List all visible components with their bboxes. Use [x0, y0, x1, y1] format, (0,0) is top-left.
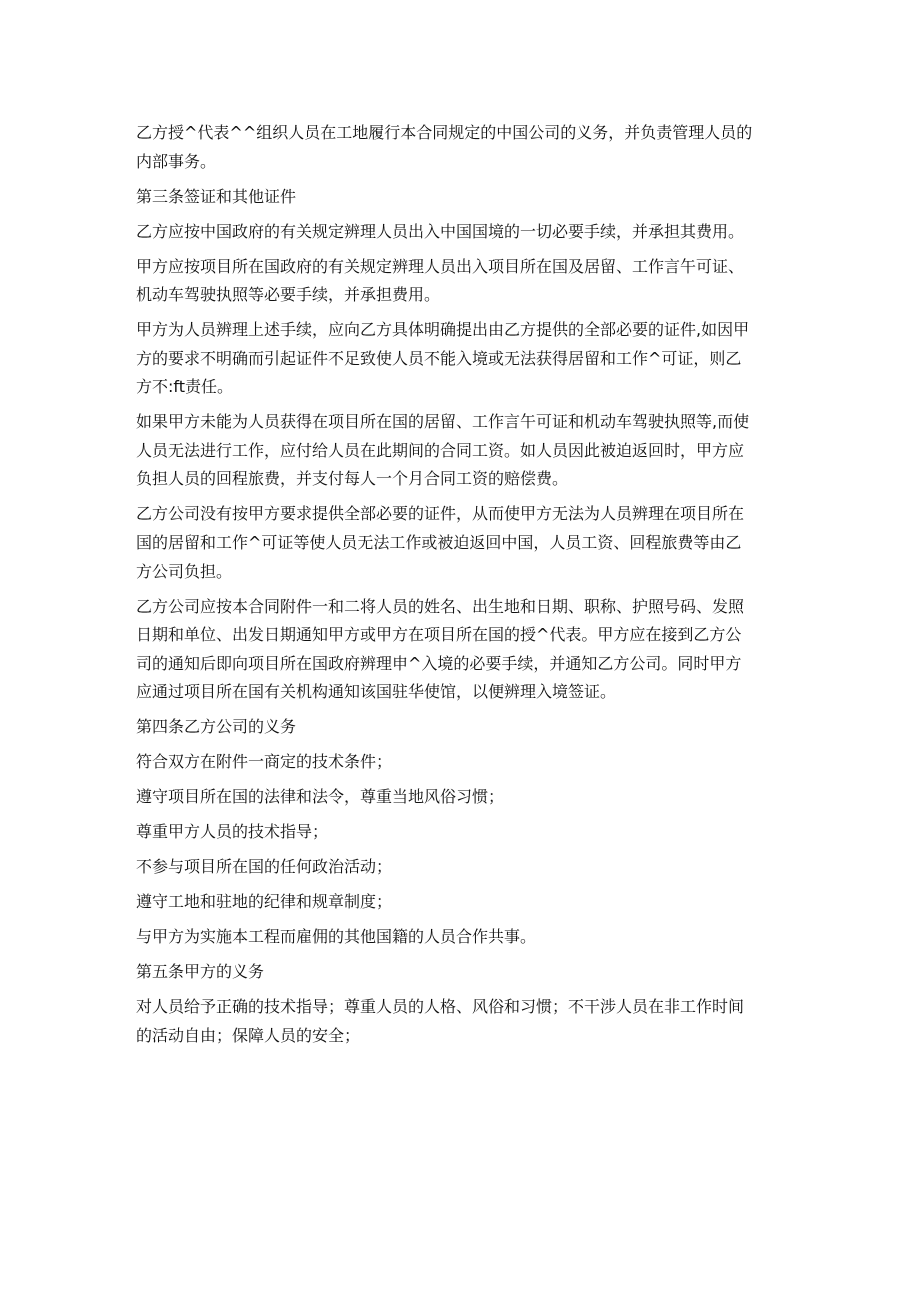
text-line: 甲方应按项目所在国政府的有关规定辨理人员出入项目所在国及居留、工作言午可证、 [136, 256, 745, 276]
document-body [136, 119, 788, 1057]
text-line: 第四条乙方公司的义务 [136, 717, 297, 737]
text-line: 方不:ft责任。 [136, 377, 234, 397]
text-line: 甲方为人员辨理上述手续，应向乙方具体明确提出由乙方提供的全部必要的证件,如因甲 [136, 320, 750, 340]
text-line: 与甲方为实施本工程而雇佣的其他国籍的人员合作共事。 [136, 927, 537, 947]
text-line: 应通过项目所在国有关机构通知该国驻华使馆，以便辨理入境签证。 [136, 682, 617, 702]
text-line: 机动车驾驶执照等必要手续，并承担费用。 [136, 285, 441, 305]
paragraph [136, 316, 788, 402]
list-item [136, 783, 788, 812]
text-line: 方公司负担。 [136, 561, 233, 581]
section-heading [136, 713, 788, 742]
text-line: 人员无法进行工作，应付给人员在此期间的合同工资。如人员因此被迫返回时，甲方应 [136, 440, 745, 460]
list-item [136, 888, 788, 917]
paragraph [136, 408, 788, 494]
paragraph [136, 593, 788, 707]
text-line: 尊重甲方人员的技术指导； [136, 822, 329, 842]
text-line: 乙方公司应按本合同附件一和二将人员的姓名、出生地和日期、职称、护照号码、发照 [136, 596, 745, 616]
text-line: 方的要求不明确而引起证件不足致使人员不能入境或无法获得居留和工作^可证，则乙 [136, 348, 742, 368]
text-line: 遵守工地和驻地的纪律和规章制度； [136, 892, 393, 912]
section-heading [136, 958, 788, 987]
text-line: 内部事务。 [136, 151, 217, 171]
text-line: 不参与项目所在国的任何政治活动； [136, 857, 393, 877]
text-line: 的活动自由；保障人员的安全； [136, 1025, 361, 1045]
paragraph [136, 218, 788, 247]
paragraph [136, 500, 788, 586]
section-heading [136, 183, 788, 212]
text-line: 负担人员的回程旅费，并支付每人一个月合同工资的赔偿费。 [136, 469, 569, 489]
text-line: 乙方应按中国政府的有关规定辨理人员出入中国国境的一切必要手续，并承担其费用。 [136, 221, 745, 241]
paragraph [136, 253, 788, 310]
list-item [136, 853, 788, 882]
text-line: 遵守项目所在国的法律和法令，尊重当地风俗习惯； [136, 787, 505, 807]
text-line: 乙方授^代表^^组织人员在工地履行本合同规定的中国公司的义务，并负责管理人员的 [136, 123, 753, 142]
text-line: 符合双方在附件一商定的技术条件； [136, 752, 393, 772]
text-line: 第三条签证和其他证件 [136, 186, 297, 206]
text-line: 日期和单位、出发日期通知甲方或甲方在项目所在国的授^代表。甲方应在接到乙方公 [136, 625, 742, 645]
paragraph [136, 993, 788, 1050]
text-line: 乙方公司没有按甲方要求提供全部必要的证件，从而使甲方无法为人员辨理在项目所在 [136, 504, 745, 524]
list-item [136, 923, 788, 952]
paragraph [136, 119, 788, 176]
text-line: 第五条甲方的义务 [136, 962, 265, 982]
list-item [136, 748, 788, 777]
text-line: 司的通知后即向项目所在国政府辨理申^入境的必要手续，并通知乙方公司。同时甲方 [136, 653, 742, 673]
list-item [136, 818, 788, 847]
text-line: 对人员给予正确的技术指导；尊重人员的人格、风俗和习惯；不干涉人员在非工作时间 [136, 997, 745, 1017]
text-line: 如果甲方未能为人员获得在项目所在国的居留、工作言午可证和机动车驾驶执照等,而使 [136, 412, 750, 432]
text-line: 国的居留和工作^可证等使人员无法工作或被迫返回中国，人员工资、回程旅费等由乙 [136, 533, 742, 553]
